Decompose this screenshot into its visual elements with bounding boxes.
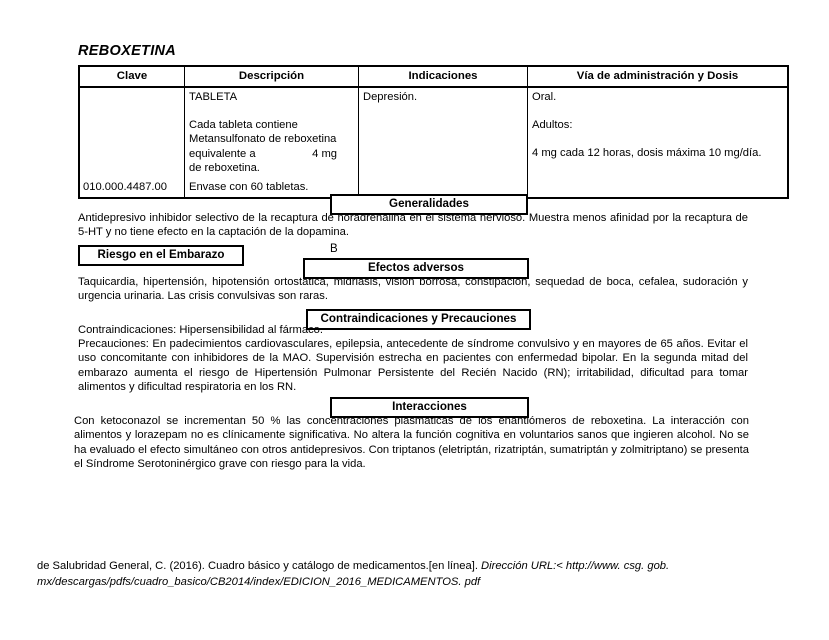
desc-spacer bbox=[189, 104, 354, 118]
citation-url: Dirección URL:< http://www. csg. gob. mx/descargas/pdfs/cuadro_basico/CB2014/index/EDICION_2016_MEDICAMENTOS. pdf bbox=[37, 560, 670, 588]
medication-table bbox=[78, 65, 789, 199]
section-text-precauciones: Precauciones: En padecimientos cardiovasculares, epilepsia, antecedente de síndrome convulsivo y en mayores de 65 años. Evitar el uso concomitante con inhibidores de la MAO. Supervisión estrecha en pacientes con enfermedad bipolar. En la segunda mitad del embarazo aumenta el riesgo de Hipertensión Pulmonar Persistente del Recién Nacido (RN); irritabilidad, dificultad para tomar alimentos y dificultad respiratoria en los RN. bbox=[78, 338, 748, 394]
clave-code: 010.000.4487.00 bbox=[83, 180, 167, 193]
column-header-indicaciones: Indicaciones bbox=[359, 66, 528, 87]
citation-plain: de Salubridad General, C. (2016). Cuadro básico y catálogo de medicamentos.[en línea]. bbox=[37, 560, 482, 572]
desc-content-2: Metansulfonato de reboxetina bbox=[189, 133, 337, 146]
table-header-row bbox=[79, 66, 788, 87]
section-header-riesgo-embarazo: Riesgo en el Embarazo bbox=[78, 245, 244, 266]
cell-descripcion bbox=[185, 87, 359, 198]
section-header-efectos-adversos: Efectos adversos bbox=[303, 258, 529, 279]
cell-indicaciones bbox=[359, 87, 528, 198]
section-header-generalidades: Generalidades bbox=[330, 194, 528, 215]
footer-citation bbox=[37, 558, 677, 590]
via-route: Oral. bbox=[532, 91, 557, 103]
section-text-efectos-adversos: Taquicardia, hipertensión, hipotensión ortostática, midriasis, visión borrosa, constipación, sequedad de boca, cefalea, sudoración y urgencia urinaria. Las crisis convulsivas son raras. bbox=[78, 276, 748, 303]
cell-clave bbox=[79, 87, 185, 198]
via-dose: 4 mg cada 12 horas, dosis máxima 10 mg/día. bbox=[532, 147, 762, 160]
desc-envase: Envase con 60 tabletas. bbox=[189, 180, 309, 193]
desc-form: TABLETA bbox=[189, 91, 238, 103]
desc-equivalente bbox=[189, 147, 337, 161]
column-header-clave: Clave bbox=[79, 66, 185, 87]
via-spacer-2 bbox=[532, 132, 783, 146]
section-text-generalidades: Antidepresivo inhibidor selectivo de la recaptura de noradrenalina en el sistema nervioso. Muestra menos afinidad por la recaptura de 5-HT y no tiene efecto en la captación de la dopamina. bbox=[78, 212, 748, 239]
column-header-descripcion: Descripción bbox=[185, 66, 359, 87]
desc-content-1: Cada tableta contiene bbox=[189, 119, 298, 132]
desc-equivalente-label: equivalente a bbox=[189, 147, 256, 160]
section-text-contraindicaciones: Contraindicaciones: Hipersensibilidad al fármaco. bbox=[78, 324, 324, 336]
section-header-contraindicaciones: Contraindicaciones y Precauciones bbox=[306, 309, 531, 330]
riesgo-embarazo-value: B bbox=[330, 243, 338, 255]
cell-via bbox=[528, 87, 789, 198]
page-title: REBOXETINA bbox=[78, 43, 177, 59]
indicaciones-text: Depresión. bbox=[363, 91, 418, 103]
section-header-interacciones: Interacciones bbox=[330, 397, 529, 418]
section-text-interacciones: Con ketoconazol se incrementan 50 % las concentraciones plasmáticas de los enantiómeros de reboxetina. La interacción con alimentos y lorazepam no es clínicamente significativa. No altera la función cognitiva en voluntarios sanos que ingieren alcohol. No se ha evaluado el efecto simultáneo con otros antidepresivos. Con triptanos (eletriptán, rizatriptán, sumatriptán y zolmitriptano) se presenta el Síndrome Serotoninérgico grave con riesgo para la vida. bbox=[74, 415, 749, 471]
via-population: Adultos: bbox=[532, 119, 573, 132]
table-row bbox=[79, 87, 788, 198]
column-header-via: Vía de administración y Dosis bbox=[528, 66, 789, 87]
desc-content-4: de reboxetina. bbox=[189, 161, 260, 174]
desc-equivalente-value: 4 mg bbox=[312, 147, 337, 160]
via-spacer-1 bbox=[532, 104, 783, 118]
